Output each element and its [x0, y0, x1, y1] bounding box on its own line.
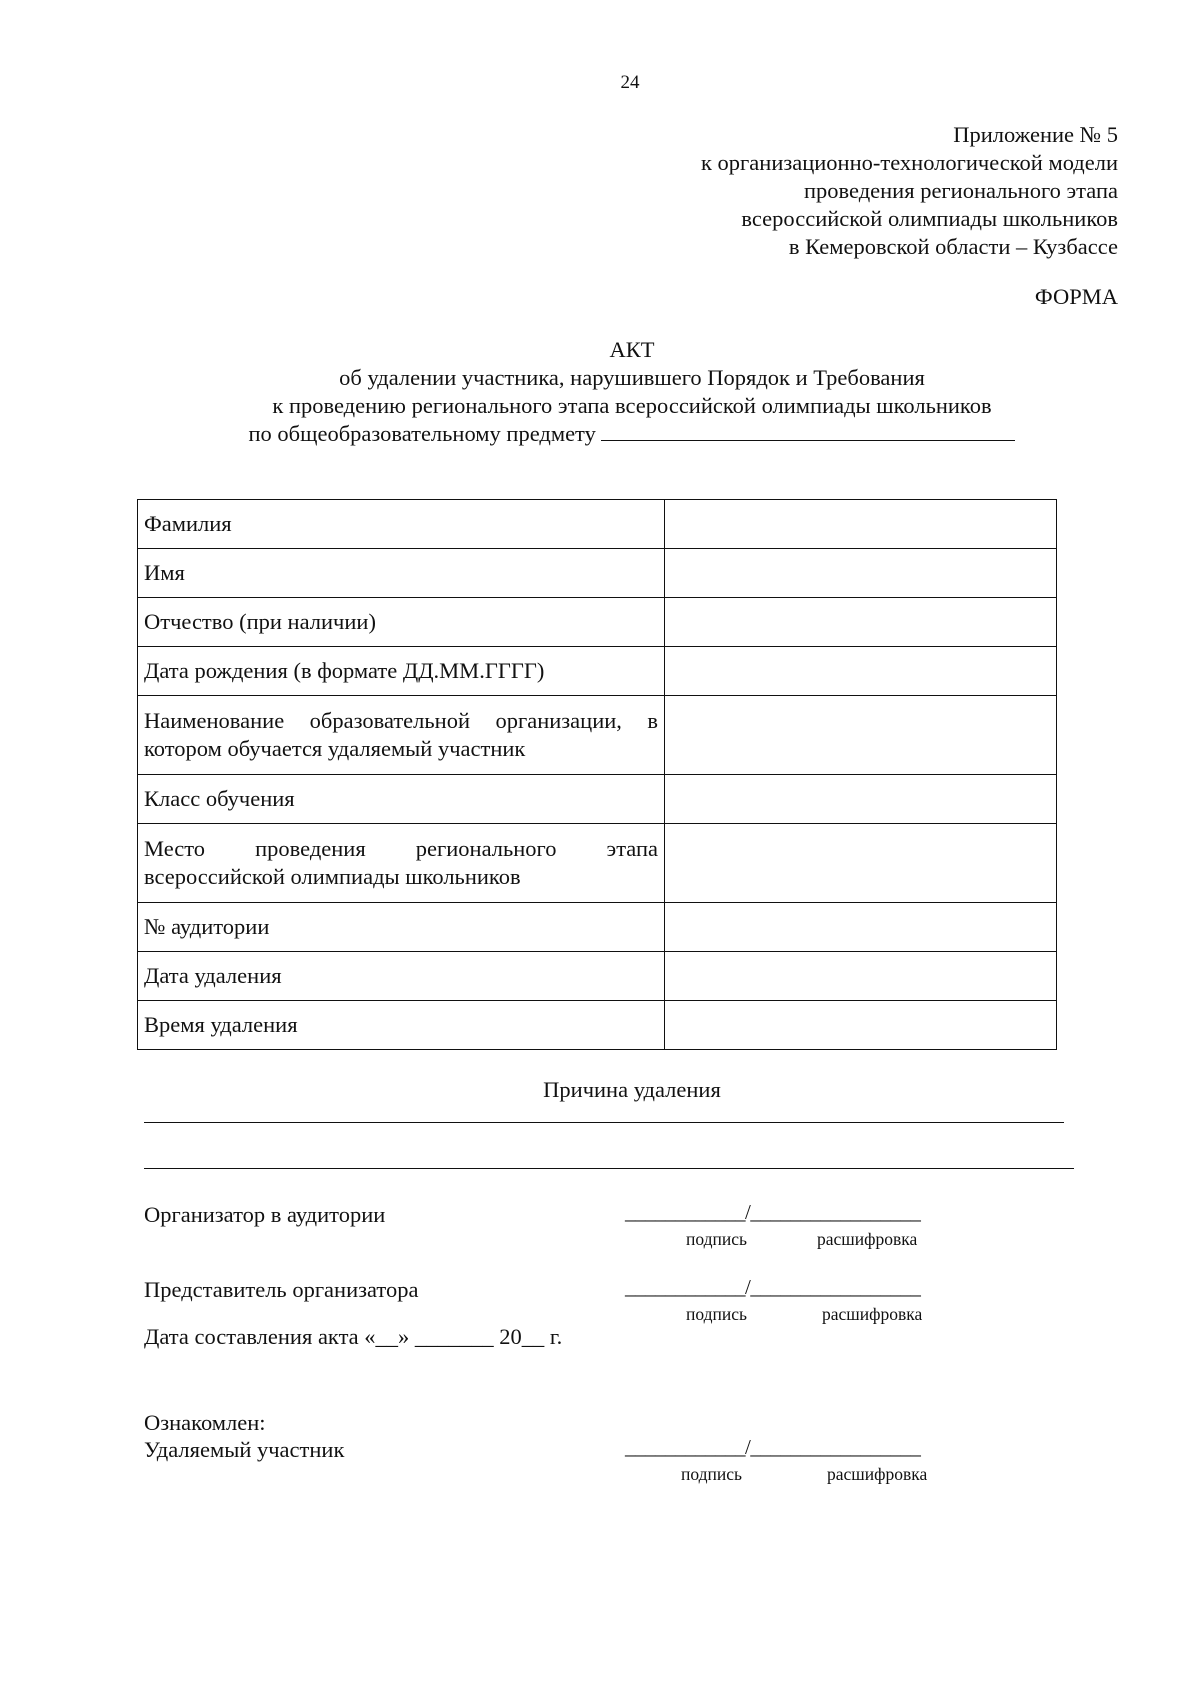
reason-title: Причина удаления — [543, 1077, 721, 1102]
row-label: Имя — [138, 549, 665, 598]
participant-info-table — [137, 499, 1057, 1050]
row-value-cell[interactable] — [665, 696, 1057, 775]
row-label: Время удаления — [138, 1001, 665, 1050]
row-value-cell[interactable] — [665, 549, 1057, 598]
row-label: Наименование образовательной организации, в котором обучается удаляемый участник — [138, 696, 665, 775]
row-value-cell[interactable] — [665, 598, 1057, 647]
row-value-cell[interactable] — [665, 775, 1057, 824]
subject-blank-line[interactable] — [601, 420, 1015, 441]
representative-label: Представитель организатора — [144, 1277, 419, 1302]
row-value-cell[interactable] — [665, 903, 1057, 952]
table-row — [138, 500, 1057, 549]
row-value-cell[interactable] — [665, 647, 1057, 696]
decode-caption: расшифровка — [827, 1464, 928, 1484]
row-label: Дата удаления — [138, 952, 665, 1001]
page-number: 24 — [620, 72, 640, 93]
decode-caption: расшифровка — [822, 1304, 923, 1324]
table-row — [138, 598, 1057, 647]
row-value-cell[interactable] — [665, 952, 1057, 1001]
appendix-line: проведения регионального этапа — [803, 178, 1118, 203]
act-title: АКТ — [609, 337, 655, 362]
table-row — [138, 903, 1057, 952]
table-row — [138, 952, 1057, 1001]
reason-line-1[interactable] — [144, 1122, 1064, 1123]
form-label: ФОРМА — [1034, 284, 1118, 309]
row-label: Класс обучения — [138, 775, 665, 824]
table-row — [138, 824, 1057, 903]
row-value-cell[interactable] — [665, 824, 1057, 903]
table-row — [138, 775, 1057, 824]
table-row — [138, 647, 1057, 696]
row-label: Место проведения регионального этапа всероссийской олимпиады школьников — [138, 824, 665, 903]
decode-caption: расшифровка — [817, 1229, 918, 1249]
table-row — [138, 549, 1057, 598]
signature-caption: подпись — [686, 1229, 747, 1249]
act-subject-label: по общеобразовательному предмету — [248, 421, 596, 446]
act-subject-row — [0, 420, 1200, 448]
appendix-header — [701, 121, 1118, 261]
appendix-line: в Кемеровской области – Кузбассе — [788, 234, 1118, 259]
organizer-signature-line[interactable]: ____________/_________________ — [625, 1200, 921, 1224]
row-value-cell[interactable] — [665, 1001, 1057, 1050]
participant-label: Удаляемый участник — [144, 1437, 345, 1462]
row-label: Фамилия — [138, 500, 665, 549]
reason-line-2[interactable] — [144, 1168, 1074, 1169]
appendix-line: Приложение № 5 — [953, 122, 1118, 147]
appendix-line: к организационно-технологической модели — [701, 150, 1118, 175]
act-date-line[interactable]: Дата составления акта «__» _______ 20__ г. — [144, 1324, 563, 1349]
participant-signature-line[interactable]: ____________/_________________ — [625, 1435, 921, 1459]
table-row — [138, 1001, 1057, 1050]
act-subtitle-line: к проведению регионального этапа всероссийской олимпиады школьников — [272, 393, 992, 418]
acquainted-label: Ознакомлен: — [144, 1410, 266, 1435]
organizer-label: Организатор в аудитории — [144, 1202, 386, 1227]
row-label: № аудитории — [138, 903, 665, 952]
act-title-block — [0, 336, 1200, 448]
signature-caption: подпись — [681, 1464, 742, 1484]
row-label: Отчество (при наличии) — [138, 598, 665, 647]
act-subtitle-line: об удалении участника, нарушившего Порядок и Требования — [339, 365, 925, 390]
row-value-cell[interactable] — [665, 500, 1057, 549]
representative-signature-line[interactable]: ____________/_________________ — [625, 1275, 921, 1299]
signature-caption: подпись — [686, 1304, 747, 1324]
table-row — [138, 696, 1057, 775]
appendix-line: всероссийской олимпиады школьников — [741, 206, 1118, 231]
row-label: Дата рождения (в формате ДД.ММ.ГГГГ) — [138, 647, 665, 696]
